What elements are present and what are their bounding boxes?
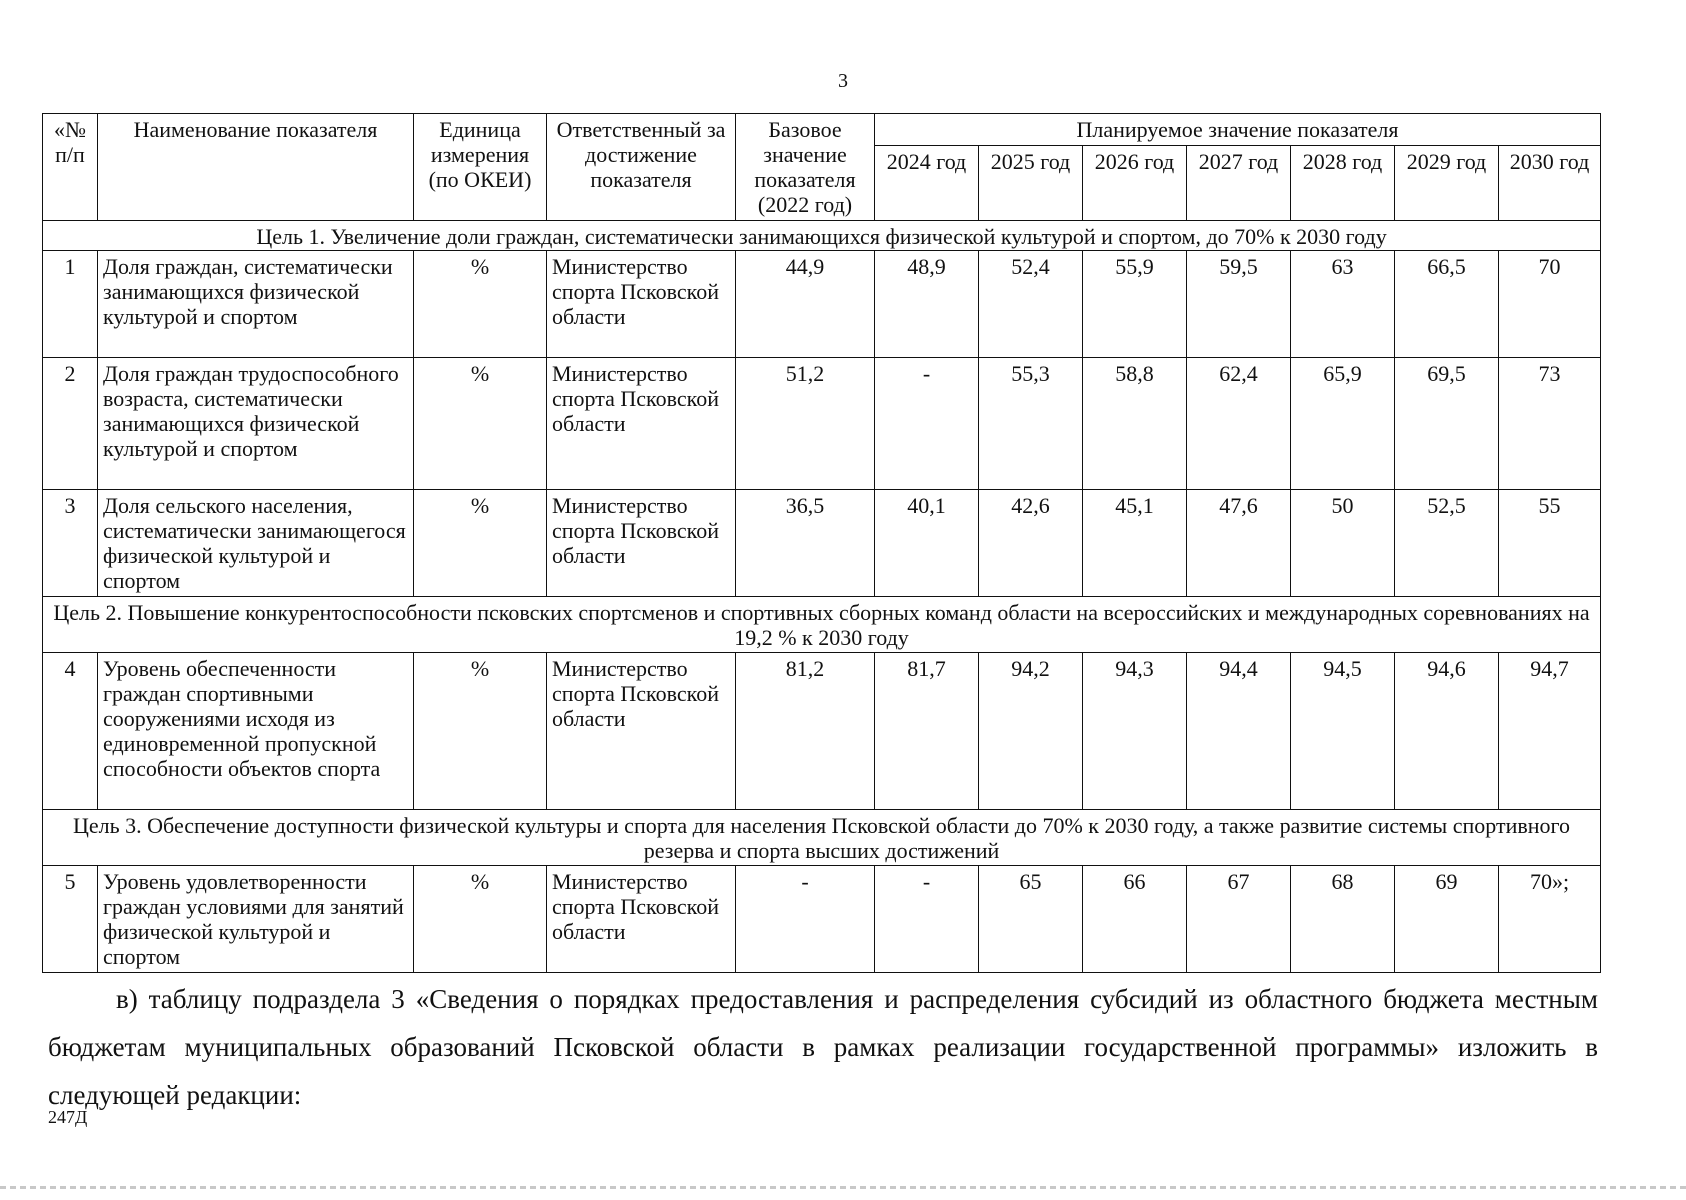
row-value: 94,5: [1291, 653, 1395, 810]
row-value: 94,2: [979, 653, 1083, 810]
row-responsible: Министерство спорта Псковской области: [547, 358, 736, 490]
row-value: 65,9: [1291, 358, 1395, 490]
row-value: -: [875, 358, 979, 490]
scan-edge-divider: [0, 1186, 1686, 1189]
after-table-paragraph: [48, 975, 1598, 1119]
header-num: «№ п/п: [43, 114, 98, 221]
row-value: 94,7: [1499, 653, 1601, 810]
row-value: 65: [979, 866, 1083, 973]
header-responsible: Ответственный за достижение показателя: [547, 114, 736, 221]
row-unit: %: [414, 866, 547, 973]
row-num: 4: [43, 653, 98, 810]
table-row: [43, 490, 1601, 597]
header-unit: Единица измерения (по ОКЕИ): [414, 114, 547, 221]
header-name: Наименование показателя: [98, 114, 414, 221]
header-year: 2029 год: [1395, 146, 1499, 221]
table-row: [43, 653, 1601, 810]
row-value: 52,4: [979, 251, 1083, 358]
row-name: Уровень удовлетворенности граждан условиями для занятий физической культурой и спортом: [98, 866, 414, 973]
row-base: 51,2: [736, 358, 875, 490]
row-value: 69: [1395, 866, 1499, 973]
row-value: 94,6: [1395, 653, 1499, 810]
row-value: 62,4: [1187, 358, 1291, 490]
indicators-table: [42, 113, 1601, 973]
row-value: 55: [1499, 490, 1601, 597]
row-unit: %: [414, 490, 547, 597]
row-name: Уровень обеспеченности граждан спортивными сооружениями исходя из единовременной пропускной способности объектов спорта: [98, 653, 414, 810]
header-year: 2024 год: [875, 146, 979, 221]
paragraph-text: в) таблицу подраздела 3 «Сведения о порядках предоставления и распределения субсидий из областного бюджета местным бюджетам муниципальных образований Псковской области в рамках реализации государственной программы» изложить в следующей редакции:: [48, 984, 1598, 1110]
row-name: Доля граждан, систематически занимающихся физической культурой и спортом: [98, 251, 414, 358]
goal-title: Цель 3. Обеспечение доступности физической культуры и спорта для населения Псковской области до 70% к 2030 году, а также развитие системы спортивного резерва и спорта высших достижений: [43, 810, 1601, 866]
table-row: [43, 358, 1601, 490]
row-value: 47,6: [1187, 490, 1291, 597]
header-year: 2027 год: [1187, 146, 1291, 221]
header-planned: Планируемое значение показателя: [875, 114, 1601, 146]
row-base: -: [736, 866, 875, 973]
header-base: Базовое значение показателя (2022 год): [736, 114, 875, 221]
row-responsible: Министерство спорта Псковской области: [547, 251, 736, 358]
row-value: 66,5: [1395, 251, 1499, 358]
row-value: 58,8: [1083, 358, 1187, 490]
row-value: 81,7: [875, 653, 979, 810]
row-unit: %: [414, 653, 547, 810]
row-value: 50: [1291, 490, 1395, 597]
row-value: 94,4: [1187, 653, 1291, 810]
row-value: 40,1: [875, 490, 979, 597]
table-row: [43, 251, 1601, 358]
row-num: 5: [43, 866, 98, 973]
row-num: 2: [43, 358, 98, 490]
row-value: 73: [1499, 358, 1601, 490]
row-name: Доля сельского населения, систематически занимающегося физической культурой и спортом: [98, 490, 414, 597]
goal-title: Цель 2. Повышение конкурентоспособности псковских спортсменов и спортивных сборных команд области на всероссийских и международных соревнованиях на 19,2 % к 2030 году: [43, 597, 1601, 653]
row-value: 68: [1291, 866, 1395, 973]
row-value: 55,9: [1083, 251, 1187, 358]
row-responsible: Министерство спорта Псковской области: [547, 490, 736, 597]
table-row: [43, 866, 1601, 973]
row-num: 1: [43, 251, 98, 358]
row-value: 42,6: [979, 490, 1083, 597]
row-unit: %: [414, 358, 547, 490]
row-value: 70: [1499, 251, 1601, 358]
row-value: 59,5: [1187, 251, 1291, 358]
header-year: 2030 год: [1499, 146, 1601, 221]
goal-title: Цель 1. Увеличение доли граждан, систематически занимающихся физической культурой и спортом, до 70% к 2030 году: [43, 221, 1601, 251]
row-name: Доля граждан трудоспособного возраста, систематически занимающихся физической культурой и спортом: [98, 358, 414, 490]
row-value: 94,3: [1083, 653, 1187, 810]
row-value: 55,3: [979, 358, 1083, 490]
row-base: 44,9: [736, 251, 875, 358]
header-year: 2025 год: [979, 146, 1083, 221]
row-num: 3: [43, 490, 98, 597]
row-unit: %: [414, 251, 547, 358]
row-responsible: Министерство спорта Псковской области: [547, 866, 736, 973]
document-code: 247Д: [48, 1107, 88, 1127]
row-responsible: Министерство спорта Псковской области: [547, 653, 736, 810]
row-value: -: [875, 866, 979, 973]
row-base: 81,2: [736, 653, 875, 810]
row-value: 52,5: [1395, 490, 1499, 597]
row-value: 48,9: [875, 251, 979, 358]
row-value: 66: [1083, 866, 1187, 973]
header-year: 2028 год: [1291, 146, 1395, 221]
row-value: 69,5: [1395, 358, 1499, 490]
row-value: 63: [1291, 251, 1395, 358]
row-value: 67: [1187, 866, 1291, 973]
page-number: 3: [838, 70, 848, 92]
header-year: 2026 год: [1083, 146, 1187, 221]
row-base: 36,5: [736, 490, 875, 597]
row-value: 70»;: [1499, 866, 1601, 973]
row-value: 45,1: [1083, 490, 1187, 597]
